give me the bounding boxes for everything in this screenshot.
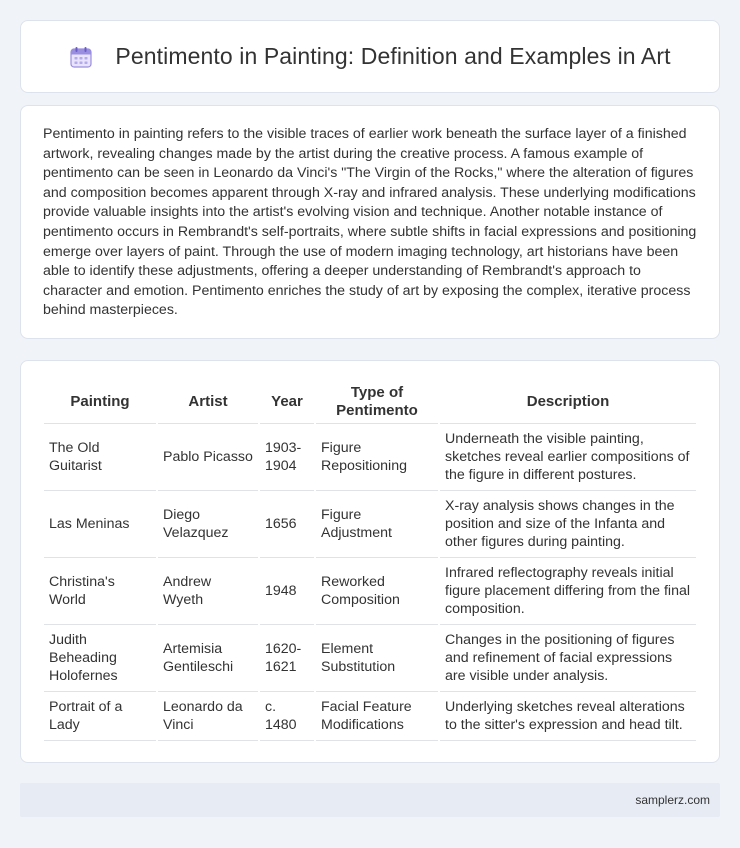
cell-description: Underneath the visible painting, sketches reveal earlier compositions of the figure in different postures.: [440, 424, 696, 491]
intro-card: [20, 105, 720, 339]
cell-artist: Pablo Picasso: [158, 424, 258, 491]
column-header-year: Year: [260, 381, 314, 424]
cell-artist: Andrew Wyeth: [158, 558, 258, 625]
cell-year: 1620-1621: [260, 625, 314, 692]
table-card: [20, 360, 720, 763]
cell-type: Element Substitution: [316, 625, 438, 692]
cell-painting: Las Meninas: [44, 491, 156, 558]
table-row: [44, 424, 696, 491]
cell-artist: Diego Velazquez: [158, 491, 258, 558]
cell-type: Figure Adjustment: [316, 491, 438, 558]
header: [69, 43, 670, 70]
cell-year: c. 1480: [260, 692, 314, 741]
column-header-artist: Artist: [158, 381, 258, 424]
cell-type: Reworked Composition: [316, 558, 438, 625]
calendar-icon: [69, 45, 93, 69]
table-row: [44, 491, 696, 558]
cell-type: Facial Feature Modifications: [316, 692, 438, 741]
cell-description: Infrared reflectography reveals initial figure placement differing from the final composition.: [440, 558, 696, 625]
cell-description: X-ray analysis shows changes in the position and size of the Infanta and other figures during painting.: [440, 491, 696, 558]
page-title: Pentimento in Painting: Definition and Examples in Art: [115, 43, 671, 69]
cell-artist: Artemisia Gentileschi: [158, 625, 258, 692]
header-card: [20, 20, 720, 93]
cell-year: 1903-1904: [260, 424, 314, 491]
cell-year: 1656: [260, 491, 314, 558]
intro-paragraph: Pentimento in painting refers to the visible traces of earlier work beneath the surface layer of a finished artwork, revealing changes made by the artist during the creative process. A famous example of pentimento can be seen in Leonardo da Vinci's "The Virgin of the Rocks," where the alteration of figures and composition becomes apparent through X-ray and infrared analysis. These underlying modifications provide valuable insights into the artist's evolving vision and technique. Another notable instance of pentimento occurs in Rembrandt's self-portraits, where subtle shifts in facial expressions and positioning emerge over layers of paint. Through the use of modern imaging technology, art historians have been able to identify these adjustments, offering a deeper understanding of Rembrandt's approach to character and emotion. Pentimento enriches the study of art by exposing the complex, iterative process behind masterpieces.: [43, 126, 697, 319]
cell-type: Figure Repositioning: [316, 424, 438, 491]
cell-painting: The Old Guitarist: [44, 424, 156, 491]
pentimento-table: [42, 381, 698, 741]
footer-site-link[interactable]: samplerz.com: [635, 793, 710, 807]
cell-painting: Portrait of a Lady: [44, 692, 156, 741]
cell-artist: Leonardo da Vinci: [158, 692, 258, 741]
cell-description: Underlying sketches reveal alterations to the sitter's expression and head tilt.: [440, 692, 696, 741]
cell-year: 1948: [260, 558, 314, 625]
table-row: [44, 558, 696, 625]
cell-description: Changes in the positioning of figures and refinement of facial expressions are visible under analysis.: [440, 625, 696, 692]
table-header-row: [44, 381, 696, 424]
column-header-type: Type of Pentimento: [316, 381, 438, 424]
footer: [20, 783, 720, 817]
table-row: [44, 625, 696, 692]
cell-painting: Judith Beheading Holofernes: [44, 625, 156, 692]
table-row: [44, 692, 696, 741]
column-header-description: Description: [440, 381, 696, 424]
cell-painting: Christina's World: [44, 558, 156, 625]
column-header-painting: Painting: [44, 381, 156, 424]
